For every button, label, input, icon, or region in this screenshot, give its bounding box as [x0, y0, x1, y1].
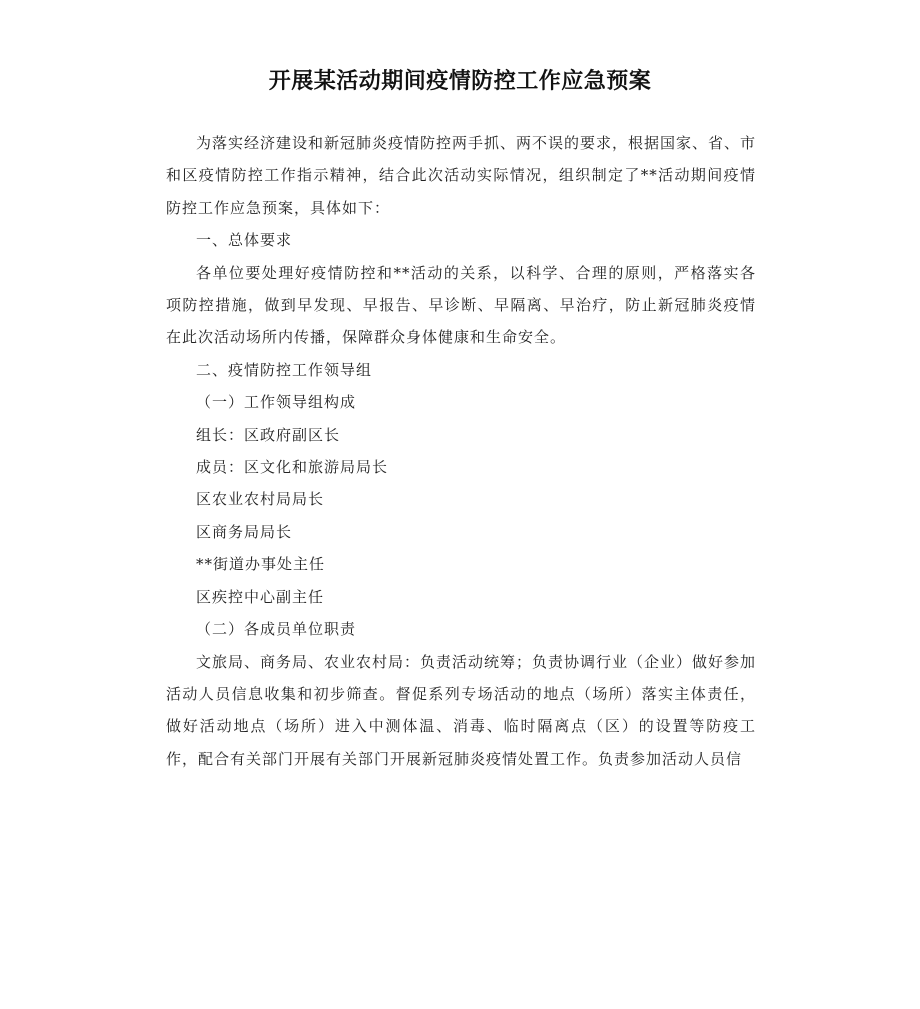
member-line: **街道办事处主任 [196, 555, 326, 574]
member-line: 区疾控中心副主任 [196, 587, 325, 606]
member-line: 区农业农村局局长 [196, 490, 325, 509]
member-line: 组长：区政府副区长 [196, 425, 341, 444]
intro-paragraph: 为落实经济建设和新冠肺炎疫情防控两手抓、两不误的要求，根据国家、省、市和区疫情防控工作指示精神，结合此次活动实际情况，组织制定了**活动期间疫情防控工作应急预案，具体如下： [166, 134, 757, 217]
document-body [166, 127, 756, 775]
member-line: 区商务局局长 [196, 522, 293, 541]
document-title: 开展某活动期间疫情防控工作应急预案 [268, 69, 652, 94]
duties-paragraph: 文旅局、商务局、农业农村局：负责活动统筹；负责协调行业（企业）做好参加活动人员信息收集和初步筛查。督促系列专场活动的地点（场所）落实主体责任，做好活动地点（场所）进入中测体温、消毒、临时隔离点（区）的设置等防疫工作，配合有关部门开展有关部门开展新冠肺炎疫情处置工作。负责参加活动人员信 [166, 652, 757, 768]
member-line: 成员：区文化和旅游局局长 [196, 458, 389, 477]
subsection-heading-duties: （二）各成员单位职责 [196, 620, 357, 639]
section-heading-leadership: 二、疫情防控工作领导组 [196, 360, 373, 379]
section-heading-general: 一、总体要求 [196, 231, 293, 250]
general-requirements-paragraph: 各单位要处理好疫情防控和**活动的关系，以科学、合理的原则，严格落实各项防控措施，做到早发现、早报告、早诊断、早隔离、早治疗，防止新冠肺炎疫情在此次活动场所内传播，保障群众身体健康和生命安全。 [166, 263, 756, 347]
subsection-heading-composition: （一）工作领导组构成 [196, 393, 357, 412]
